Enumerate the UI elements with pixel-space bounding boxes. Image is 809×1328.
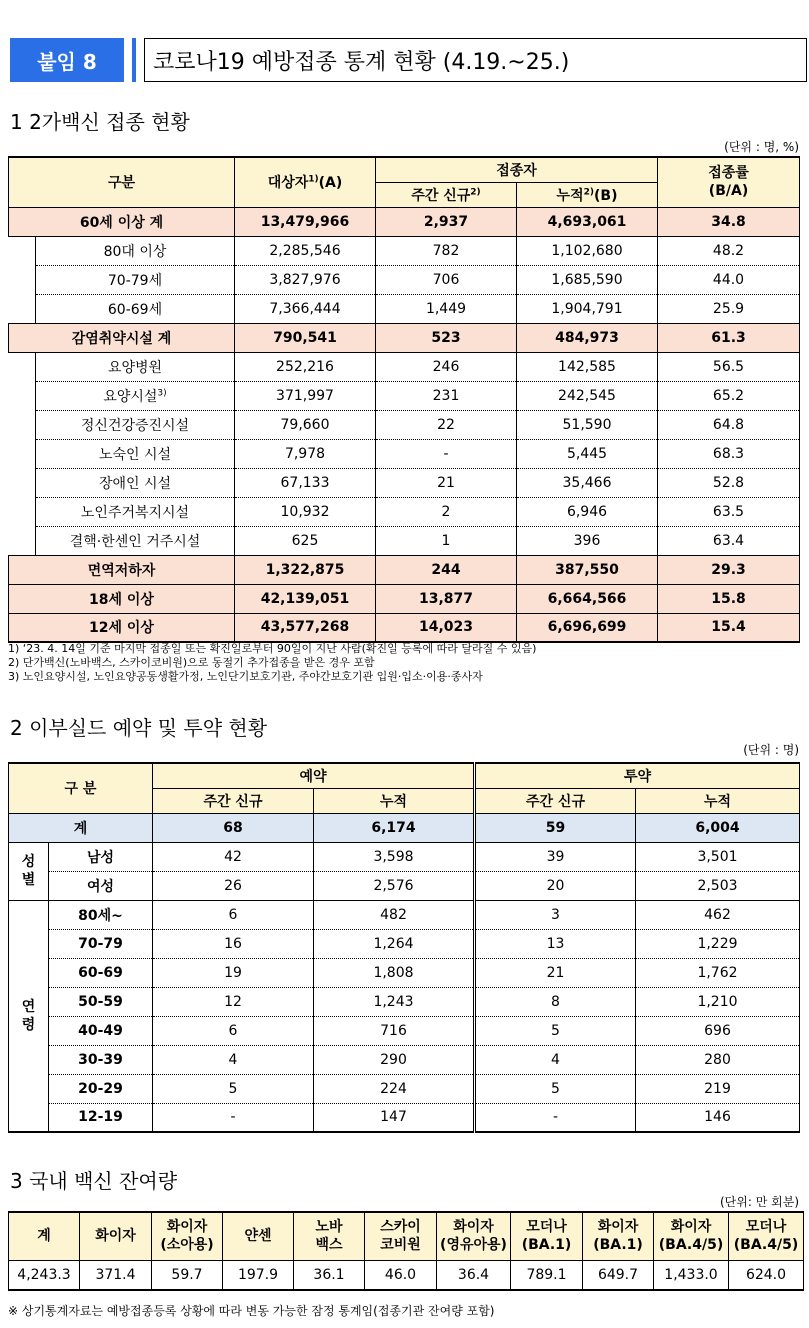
adm-weekly-cell: 3 [475, 900, 636, 929]
row-label: 노인주거복지시설 [36, 497, 235, 526]
weekly-cell: 231 [376, 381, 517, 410]
res-weekly-cell: 6 [153, 900, 314, 929]
stock-value-6: 36.4 [437, 1260, 511, 1290]
row-label: 70-79 [49, 929, 153, 958]
rate-cell: 65.2 [658, 381, 800, 410]
table-row [9, 381, 800, 410]
adm-cumulative-cell: 6,004 [636, 813, 800, 842]
rate-cell: 56.5 [658, 352, 800, 381]
cumulative-cell: 4,693,061 [517, 207, 658, 236]
table-row [9, 1103, 800, 1132]
weekly-cell: 1,449 [376, 294, 517, 323]
header-category: 구분 [9, 157, 235, 207]
section1-notes [8, 642, 536, 684]
rate-cell: 64.8 [658, 410, 800, 439]
table-row [9, 294, 800, 323]
row-label: 면역저하자 [9, 555, 235, 584]
page-title: 코로나19 예방접종 통계 현황 (4.19.~25.) [144, 38, 807, 82]
table-row [9, 987, 800, 1016]
attachment-badge: 붙임 8 [10, 38, 132, 82]
cumulative-cell: 1,102,680 [517, 236, 658, 265]
table-row [9, 871, 800, 900]
adm-weekly-cell: 20 [475, 871, 636, 900]
res-cumulative-cell: 716 [314, 1016, 475, 1045]
rate-cell: 61.3 [658, 323, 800, 352]
header-weekly: 주간 신규$^{2)}$ [376, 182, 517, 207]
rate-cell: 25.9 [658, 294, 800, 323]
section3-title: 3 국내 백신 잔여량 [10, 1169, 178, 1193]
target-cell: 790,541 [235, 323, 376, 352]
stock-value-0: 4,243.3 [9, 1260, 80, 1290]
header-vaccinated: 접종자 [376, 157, 658, 182]
res-weekly-cell: 4 [153, 1045, 314, 1074]
target-cell: 42,139,051 [235, 584, 376, 613]
adm-weekly-cell: - [475, 1103, 636, 1132]
cumulative-cell: 142,585 [517, 352, 658, 381]
stock-value-1: 371.4 [80, 1260, 152, 1290]
evusheld-table [8, 762, 800, 1133]
header-cumulative: 누적$^{2)}$(B) [517, 182, 658, 207]
row-label: 18세 이상 [9, 584, 235, 613]
stock-header-2: 화이자 (소아용) [152, 1212, 223, 1260]
stock-header-4: 노바 백스 [294, 1212, 365, 1260]
section3-unit: (단위: 만 회분) [720, 1195, 799, 1209]
cumulative-cell: 6,664,566 [517, 584, 658, 613]
res-weekly-cell: 12 [153, 987, 314, 1016]
cumulative-cell: 396 [517, 526, 658, 555]
adm-cumulative-cell: 1,210 [636, 987, 800, 1016]
header-res-cumulative: 누적 [314, 788, 475, 813]
res-weekly-cell: 68 [153, 813, 314, 842]
stock-header-7: 모더나 (BA.1) [511, 1212, 583, 1260]
row-label: 60-69 [49, 958, 153, 987]
table-row [9, 584, 800, 613]
rate-cell: 68.3 [658, 439, 800, 468]
cumulative-cell: 6,946 [517, 497, 658, 526]
res-cumulative-cell: 147 [314, 1103, 475, 1132]
table-row [9, 1016, 800, 1045]
table-row [9, 526, 800, 555]
row-label: 30-39 [49, 1045, 153, 1074]
adm-cumulative-cell: 2,503 [636, 871, 800, 900]
table-row [9, 900, 800, 929]
rate-cell: 29.3 [658, 555, 800, 584]
total-row [9, 813, 800, 842]
adm-cumulative-cell: 1,229 [636, 929, 800, 958]
res-weekly-cell: 16 [153, 929, 314, 958]
table-row [9, 613, 800, 642]
cumulative-cell: 242,545 [517, 381, 658, 410]
adm-cumulative-cell: 280 [636, 1045, 800, 1074]
res-weekly-cell: 19 [153, 958, 314, 987]
res-cumulative-cell: 290 [314, 1045, 475, 1074]
adm-cumulative-cell: 696 [636, 1016, 800, 1045]
section3-footnote: ※ 상기통계자료는 예방접종등록 상황에 따라 변동 가능한 잠정 통계임(접종기관 잔여량 포함) [8, 1304, 495, 1318]
cumulative-cell: 387,550 [517, 555, 658, 584]
sex-group-label: 성 별 [9, 842, 49, 900]
adm-weekly-cell: 59 [475, 813, 636, 842]
cumulative-cell: 5,445 [517, 439, 658, 468]
adm-cumulative-cell: 3,501 [636, 842, 800, 871]
row-label: 70-79세 [36, 265, 235, 294]
weekly-cell: 22 [376, 410, 517, 439]
row-label: 60-69세 [36, 294, 235, 323]
res-cumulative-cell: 2,576 [314, 871, 475, 900]
stock-header-8: 화이자 (BA.1) [583, 1212, 654, 1260]
stock-value-2: 59.7 [152, 1260, 223, 1290]
adm-weekly-cell: 21 [475, 958, 636, 987]
stock-header-3: 얀센 [223, 1212, 294, 1260]
target-cell: 1,322,875 [235, 555, 376, 584]
rate-cell: 15.4 [658, 613, 800, 642]
row-label: 요양시설$^{3)}$ [36, 381, 235, 410]
stock-value-3: 197.9 [223, 1260, 294, 1290]
rate-cell: 34.8 [658, 207, 800, 236]
row-label: 60세 이상 계 [9, 207, 235, 236]
rate-cell: 52.8 [658, 468, 800, 497]
header-rate: 접종률 (B/A) [658, 157, 800, 207]
target-cell: 13,479,966 [235, 207, 376, 236]
table-row [9, 497, 800, 526]
weekly-cell: 244 [376, 555, 517, 584]
table-row [9, 468, 800, 497]
row-label: 80대 이상 [36, 236, 235, 265]
cumulative-cell: 51,590 [517, 410, 658, 439]
stock-value-10: 624.0 [729, 1260, 804, 1290]
rate-cell: 15.8 [658, 584, 800, 613]
weekly-cell: 13,877 [376, 584, 517, 613]
table-row [9, 207, 800, 236]
table-row [9, 236, 800, 265]
res-weekly-cell: 42 [153, 842, 314, 871]
target-cell: 371,997 [235, 381, 376, 410]
vaccine-stock-table [8, 1211, 804, 1291]
header-adm-weekly: 주간 신규 [475, 788, 636, 813]
section1-unit: (단위 : 명, %) [724, 140, 799, 154]
target-cell: 7,366,444 [235, 294, 376, 323]
stock-value-5: 46.0 [365, 1260, 437, 1290]
header-category: 구 분 [9, 763, 153, 813]
weekly-cell: 246 [376, 352, 517, 381]
adm-cumulative-cell: 1,762 [636, 958, 800, 987]
age-group-label: 연 령 [9, 900, 49, 1132]
row-label: 감염취약시설 계 [9, 323, 235, 352]
table-row [9, 555, 800, 584]
res-cumulative-cell: 3,598 [314, 842, 475, 871]
row-label: 40-49 [49, 1016, 153, 1045]
target-cell: 252,216 [235, 352, 376, 381]
cumulative-cell: 484,973 [517, 323, 658, 352]
target-cell: 3,827,976 [235, 265, 376, 294]
stock-header-1: 화이자 [80, 1212, 152, 1260]
adm-weekly-cell: 39 [475, 842, 636, 871]
stock-header-5: 스카이 코비원 [365, 1212, 437, 1260]
row-label: 50-59 [49, 987, 153, 1016]
adm-cumulative-cell: 146 [636, 1103, 800, 1132]
target-cell: 7,978 [235, 439, 376, 468]
stock-header-0: 계 [9, 1212, 80, 1260]
row-label: 노숙인 시설 [36, 439, 235, 468]
target-cell: 2,285,546 [235, 236, 376, 265]
stock-header-6: 화이자 (영유아용) [437, 1212, 511, 1260]
target-cell: 625 [235, 526, 376, 555]
header-administration: 투약 [475, 763, 800, 788]
stock-value-8: 649.7 [583, 1260, 654, 1290]
weekly-cell: 14,023 [376, 613, 517, 642]
res-weekly-cell: - [153, 1103, 314, 1132]
table-row [9, 265, 800, 294]
row-label: 12-19 [49, 1103, 153, 1132]
target-cell: 43,577,268 [235, 613, 376, 642]
section2-title: 2 이부실드 예약 및 투약 현황 [10, 716, 268, 740]
weekly-cell: 782 [376, 236, 517, 265]
table-row [9, 1045, 800, 1074]
adm-cumulative-cell: 219 [636, 1074, 800, 1103]
rate-cell: 44.0 [658, 265, 800, 294]
cumulative-cell: 6,696,699 [517, 613, 658, 642]
row-group-spacer [9, 236, 36, 323]
header-res-weekly: 주간 신규 [153, 788, 314, 813]
weekly-cell: 2,937 [376, 207, 517, 236]
stock-value-9: 1,433.0 [654, 1260, 729, 1290]
header-reservation: 예약 [153, 763, 475, 788]
table-row [9, 352, 800, 381]
res-weekly-cell: 6 [153, 1016, 314, 1045]
weekly-cell: 21 [376, 468, 517, 497]
row-group-spacer [9, 352, 36, 555]
target-cell: 10,932 [235, 497, 376, 526]
section1-title: 1 2가백신 접종 현황 [10, 110, 190, 134]
row-label: 남성 [49, 842, 153, 871]
document-header [10, 38, 807, 84]
res-cumulative-cell: 1,264 [314, 929, 475, 958]
cumulative-cell: 1,904,791 [517, 294, 658, 323]
adm-weekly-cell: 8 [475, 987, 636, 1016]
row-label: 정신건강증진시설 [36, 410, 235, 439]
section2-unit: (단위 : 명) [743, 743, 799, 757]
table-row [9, 439, 800, 468]
row-label: 결핵·한센인 거주시설 [36, 526, 235, 555]
row-label: 12세 이상 [9, 613, 235, 642]
adm-weekly-cell: 4 [475, 1045, 636, 1074]
row-label: 장애인 시설 [36, 468, 235, 497]
header-adm-cumulative: 누적 [636, 788, 800, 813]
table-row [9, 1074, 800, 1103]
res-cumulative-cell: 6,174 [314, 813, 475, 842]
table-row [9, 958, 800, 987]
adm-weekly-cell: 5 [475, 1016, 636, 1045]
row-label: 여성 [49, 871, 153, 900]
cumulative-cell: 35,466 [517, 468, 658, 497]
res-cumulative-cell: 482 [314, 900, 475, 929]
weekly-cell: 1 [376, 526, 517, 555]
weekly-cell: 523 [376, 323, 517, 352]
rate-cell: 48.2 [658, 236, 800, 265]
weekly-cell: 706 [376, 265, 517, 294]
res-cumulative-cell: 224 [314, 1074, 475, 1103]
weekly-cell: 2 [376, 497, 517, 526]
table-row [9, 323, 800, 352]
table-row [9, 929, 800, 958]
target-cell: 67,133 [235, 468, 376, 497]
stock-header-9: 화이자 (BA.4/5) [654, 1212, 729, 1260]
row-label: 20-29 [49, 1074, 153, 1103]
adm-weekly-cell: 13 [475, 929, 636, 958]
row-label: 80세~ [49, 900, 153, 929]
row-label: 요양병원 [36, 352, 235, 381]
res-weekly-cell: 5 [153, 1074, 314, 1103]
stock-header-10: 모더나 (BA.4/5) [729, 1212, 804, 1260]
stock-value-4: 36.1 [294, 1260, 365, 1290]
adm-cumulative-cell: 462 [636, 900, 800, 929]
stock-value-7: 789.1 [511, 1260, 583, 1290]
bivalent-vaccination-table [8, 156, 800, 643]
weekly-cell: - [376, 439, 517, 468]
target-cell: 79,660 [235, 410, 376, 439]
table-row [9, 410, 800, 439]
header-target: 대상자$^{1)}$(A) [235, 157, 376, 207]
note-2: 2) 단가백신(노바백스, 스카이코비원)으로 동절기 추가접종을 받은 경우 포함 [8, 656, 375, 669]
cumulative-cell: 1,685,590 [517, 265, 658, 294]
res-cumulative-cell: 1,243 [314, 987, 475, 1016]
note-3: 3) 노인요양시설, 노인요양공동생활가정, 노인단기보호기관, 주야간보호기관 입원·입소·이용·종사자 [8, 670, 483, 683]
rate-cell: 63.4 [658, 526, 800, 555]
table-row [9, 842, 800, 871]
rate-cell: 63.5 [658, 497, 800, 526]
res-weekly-cell: 26 [153, 871, 314, 900]
row-label: 계 [9, 813, 153, 842]
adm-weekly-cell: 5 [475, 1074, 636, 1103]
res-cumulative-cell: 1,808 [314, 958, 475, 987]
note-1: 1) ‘23. 4. 14일 기준 마지막 접종일 또는 확진일로부터 90일이 지난 사람(확진일 등록에 따라 달라질 수 있음) [8, 642, 537, 655]
